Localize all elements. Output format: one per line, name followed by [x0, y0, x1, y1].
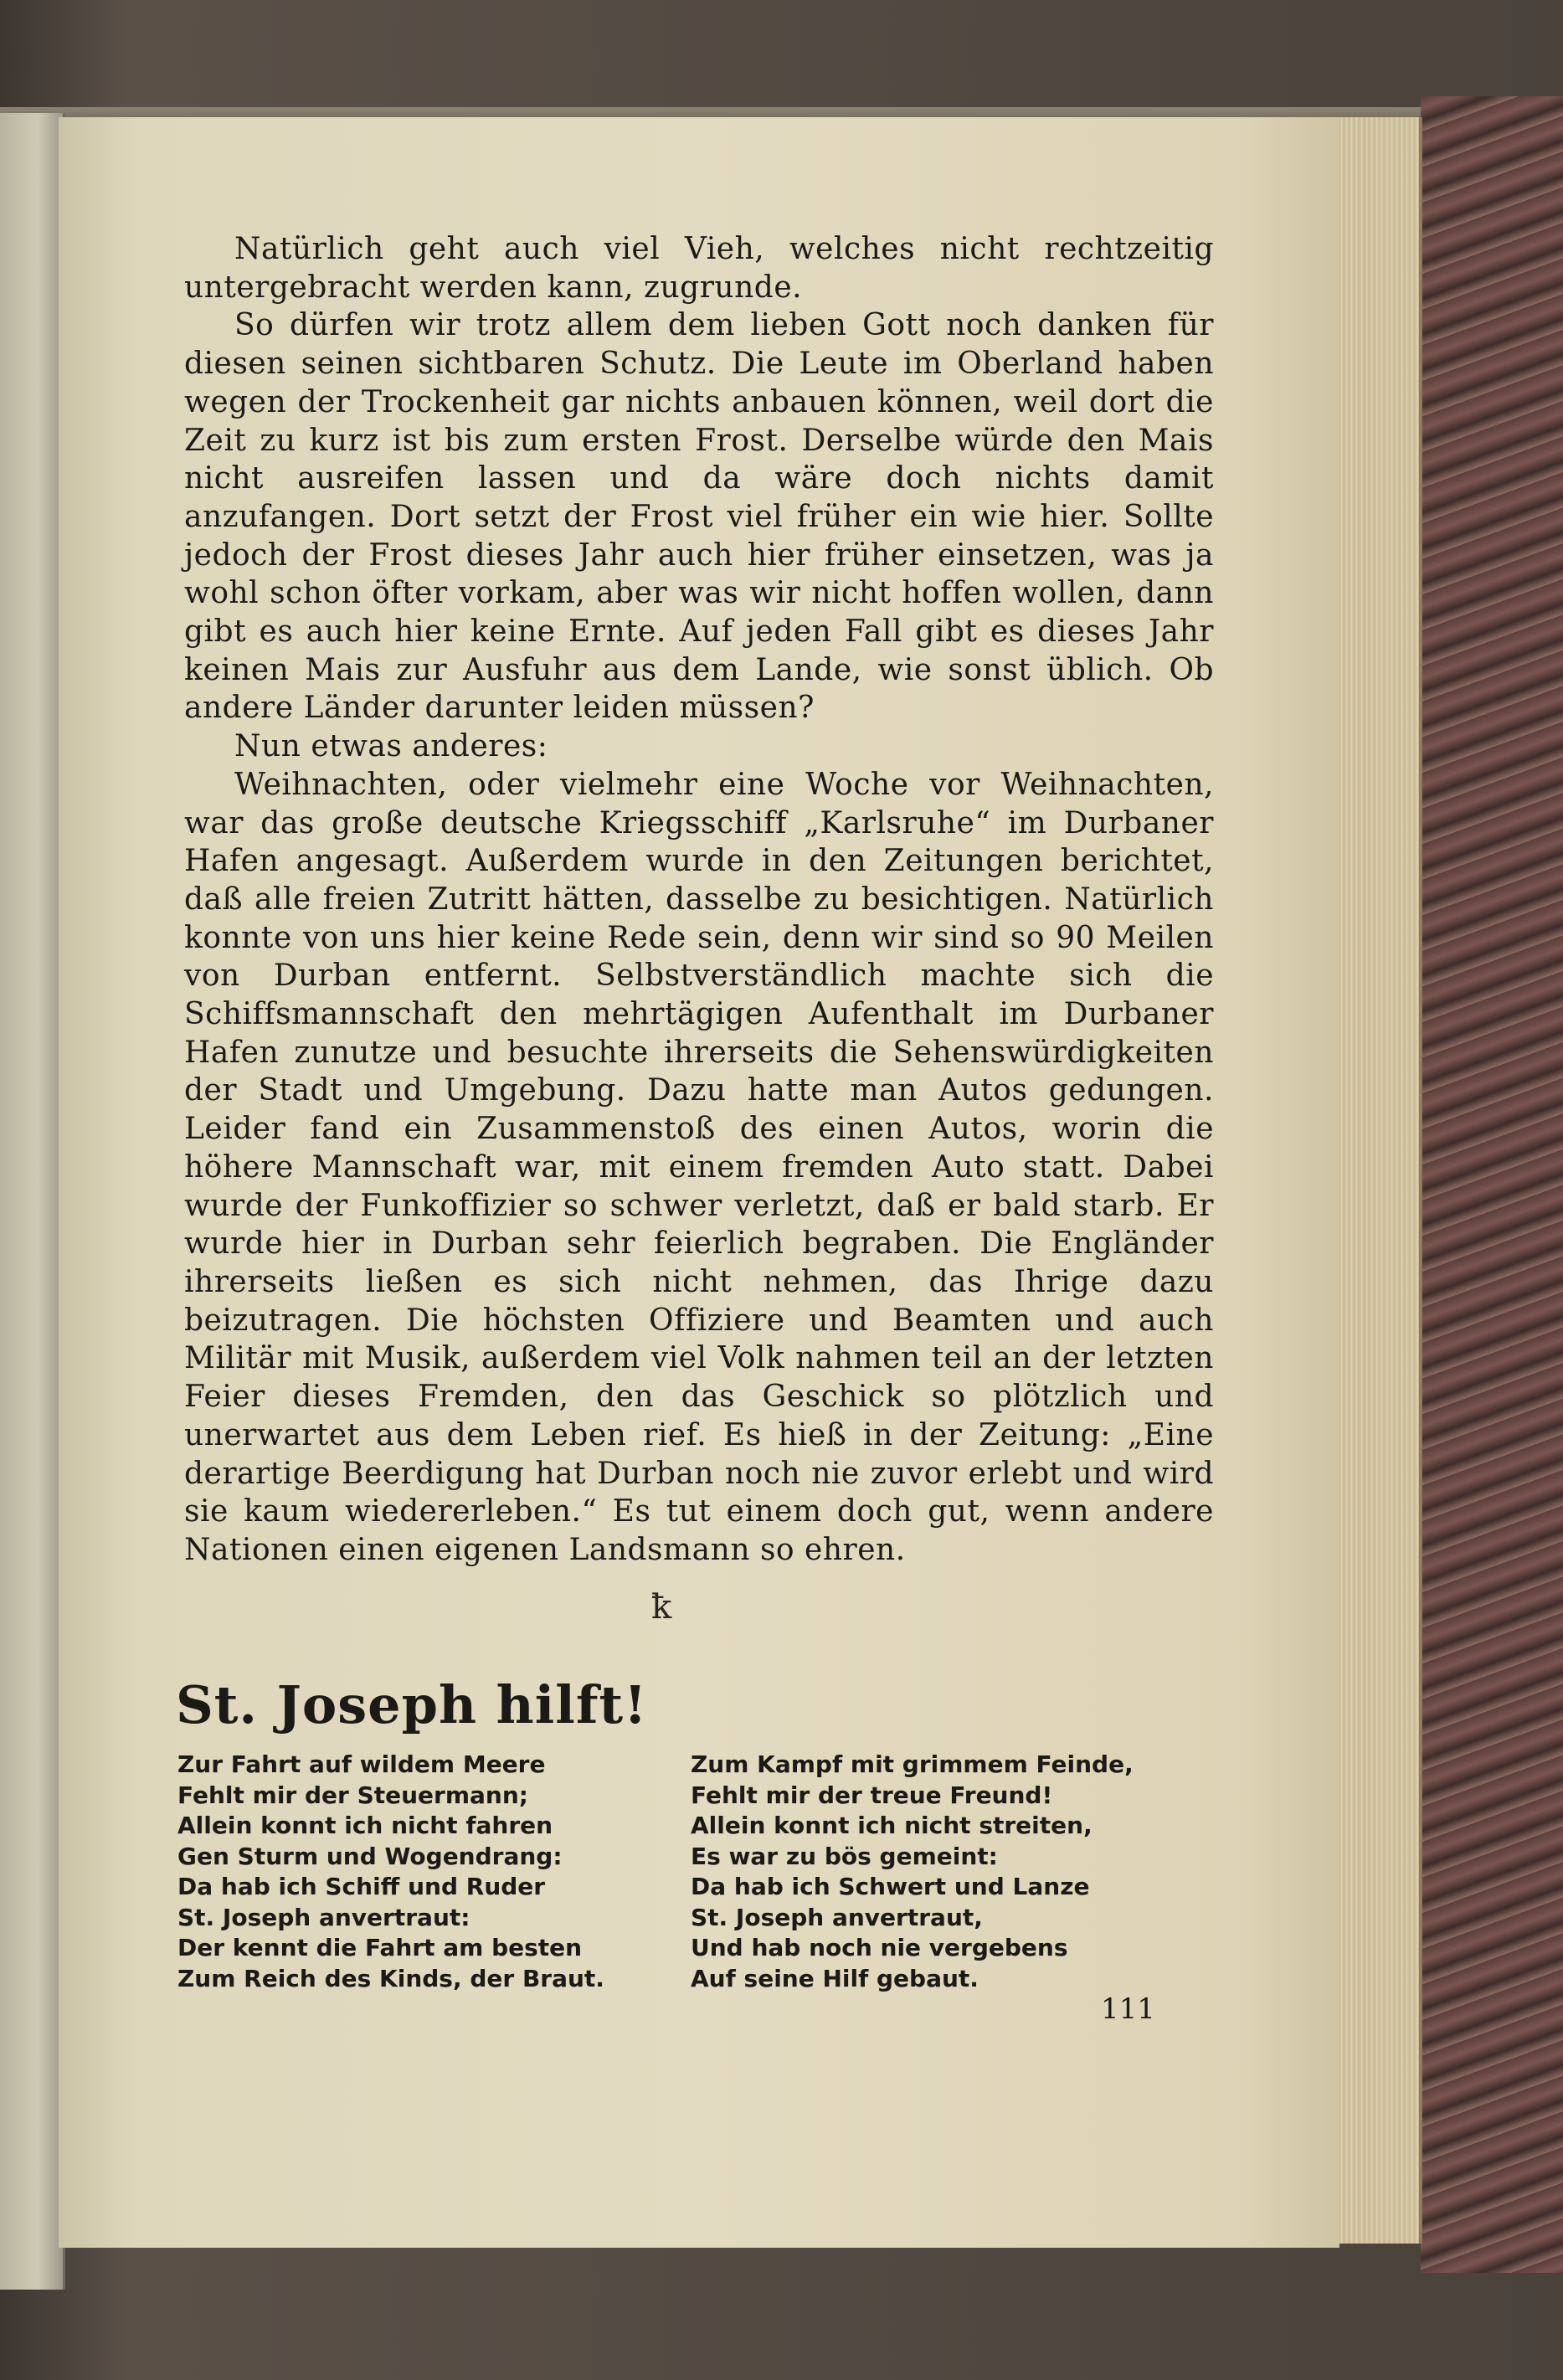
poem-line: St. Joseph anvertraut,: [691, 1903, 983, 1931]
paragraph: Nun etwas anderes:: [234, 729, 548, 764]
poem-stanza-right: [691, 1750, 1176, 1994]
poem-line: Zur Fahrt auf wildem Meere: [177, 1750, 546, 1778]
poem-line: Zum Reich des Kinds, der Braut.: [177, 1964, 604, 1992]
poem-line: Der kennt die Fahrt am besten: [177, 1934, 583, 1961]
poem-line: Gen Sturm und Wogendrang:: [177, 1842, 563, 1870]
book-page: [59, 117, 1339, 2248]
poem-line: Zum Kampf mit grimmem Feinde,: [691, 1750, 1134, 1778]
poem-line: Es war zu bös gemeint:: [691, 1842, 998, 1870]
poem-line: Da hab ich Schiff und Ruder: [177, 1873, 546, 1900]
poem-line: St. Joseph anvertraut:: [177, 1903, 470, 1931]
paragraph: Natürlich geht auch viel Vieh, welches nicht rechtzeitig untergebracht werden kann, zugrunde.: [184, 232, 1214, 305]
section-divider-ornament: ꝁ: [651, 1588, 672, 1627]
page-block-edges: [1327, 117, 1422, 2244]
page-number: 111: [1101, 1992, 1155, 2026]
poem-line: Allein konnt ich nicht streiten,: [691, 1812, 1093, 1839]
left-page-edge: [0, 113, 65, 2290]
paragraph: So dürfen wir trotz allem dem lieben Gott noch danken für diesen seinen sichtbaren Schutz. Die Leute im Oberland haben wegen der Trockenheit gar nichts anbauen können, weil dort die Zeit zu kurz ist bis zum ersten Frost. Derselbe würde den Mais nicht ausreifen lassen und da wäre doch nichts damit anzufangen. Dort setzt der Frost viel früher ein wie hier. Sollte jedoch der Frost dieses Jahr auch hier früher einsetzen, was ja wohl schon öfter vorkam, aber was wir nicht hoffen wollen, dann gibt es auch hier keine Ernte. Auf jeden Fall gibt es dieses Jahr keinen Mais zur Ausfuhr aus dem Lande, wie sonst üblich. Ob andere Länder darunter leiden müssen?: [184, 308, 1214, 726]
article-body: [184, 230, 1214, 1570]
poem-stanza-left: [177, 1750, 663, 1994]
poem-line: Da hab ich Schwert und Lanze: [691, 1873, 1090, 1900]
book-cover-edge: [1421, 96, 1563, 2273]
poem-line: Fehlt mir der treue Freund!: [691, 1781, 1053, 1809]
poem-title: St. Joseph hilft!: [176, 1674, 648, 1735]
poem-line: Allein konnt ich nicht fahren: [177, 1812, 553, 1839]
poem-line: Auf seine Hilf gebaut.: [691, 1964, 979, 1992]
poem-line: Und hab noch nie vergebens: [691, 1934, 1068, 1961]
poem-line: Fehlt mir der Steuermann;: [177, 1781, 528, 1809]
paragraph: Weihnachten, oder vielmehr eine Woche vor Weihnachten, war das große deutsche Kriegsschiff „Karlsruhe“ im Durbaner Hafen angesagt. Außerdem wurde in den Zeitungen berichtet, daß alle freien Zutritt hätten, dasselbe zu besichtigen. Natürlich konnte von uns hier keine Rede sein, denn wir sind so 90 Meilen von Durban entfernt. Selbstverständlich machte sich die Schiffsmannschaft den mehrtägigen Aufenthalt im Durbaner Hafen zunutze und besuchte ihrerseits die Sehenswürdigkeiten der Stadt und Umgebung. Dazu hatte man Autos gedungen. Leider fand ein Zusammenstoß des einen Autos, worin die höhere Mannschaft war, mit einem fremden Auto statt. Dabei wurde der Funkoffizier so schwer verletzt, daß er bald starb. Er wurde hier in Durban sehr feierlich begraben. Die Engländer ihrerseits ließen es sich nicht nehmen, das Ihrige dazu beizutragen. Die höchsten Offiziere und Beamten und auch Militär mit Musik, außerdem viel Volk nahmen teil an der letzten Feier dieses Fremden, den das Geschick so plötzlich und unerwartet aus dem Leben rief. Es hieß in der Zeitung: „Eine derartige Beerdigung hat Durban noch nie zuvor erlebt und wird sie kaum wiedererleben.“ Es tut einem doch gut, wenn andere Nationen einen eigenen Landsmann so ehren.: [184, 767, 1214, 1567]
